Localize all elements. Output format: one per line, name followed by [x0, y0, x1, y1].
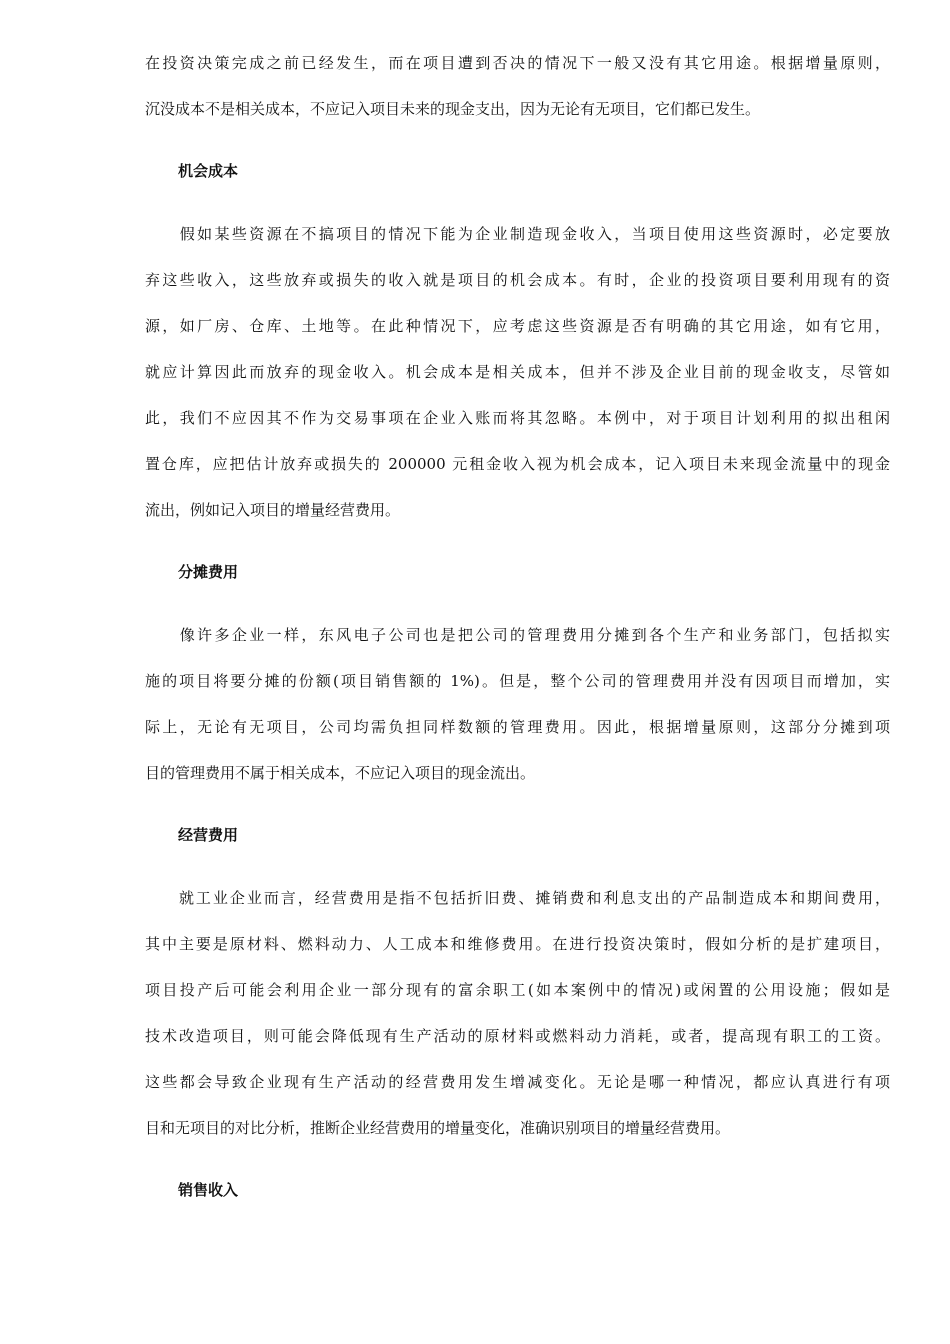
body-text-line: 置仓库，应把估计放弃或损失的 200000 元租金收入视为机会成本，记入项目未来现金流量中的现金 — [145, 455, 890, 473]
body-text-line: 弃这些收入，这些放弃或损失的收入就是项目的机会成本。有时，企业的投资项目要利用现有的资 — [145, 271, 890, 289]
body-text-line: 此，我们不应因其不作为交易事项在企业入账而将其忽略。本例中，对于项目计划利用的拟出租闲 — [145, 409, 890, 427]
body-text-line: 流出，例如记入项目的增量经营费用。 — [145, 501, 401, 519]
section-heading-sales-revenue: 销售收入 — [178, 1181, 239, 1199]
body-text-line: 像许多企业一样，东风电子公司也是把公司的管理费用分摊到各个生产和业务部门，包括拟实 — [145, 626, 890, 644]
body-text-line: 目和无项目的对比分析，推断企业经营费用的增量变化，准确识别项目的增量经营费用。 — [145, 1119, 731, 1137]
body-text-line: 其中主要是原材料、燃料动力、人工成本和维修费用。在进行投资决策时，假如分析的是扩建项目， — [145, 935, 890, 953]
section-heading-allocated-expenses: 分摊费用 — [178, 563, 239, 581]
section-heading-operating-expenses: 经营费用 — [178, 826, 239, 844]
body-text-line: 源，如厂房、仓库、土地等。在此种情况下，应考虑这些资源是否有明确的其它用途，如有它用， — [145, 317, 890, 335]
body-text-line: 际上，无论有无项目，公司均需负担同样数额的管理费用。因此，根据增量原则，这部分分摊到项 — [145, 718, 890, 736]
body-text-line: 项目投产后可能会利用企业一部分现有的富余职工(如本案例中的情况)或闲置的公用设施；假如是 — [145, 981, 890, 999]
body-text-line: 施的项目将要分摊的份额(项目销售额的 1%)。但是，整个公司的管理费用并没有因项目而增加，实 — [145, 672, 890, 690]
body-text-line: 这些都会导致企业现有生产活动的经营费用发生增减变化。无论是哪一种情况，都应认真进行有项 — [145, 1073, 890, 1091]
section-heading-opportunity-cost: 机会成本 — [178, 162, 239, 180]
body-text-line: 在投资决策完成之前已经发生，而在项目遭到否决的情况下一般又没有其它用途。根据增量原则， — [145, 54, 890, 72]
body-text-line: 目的管理费用不属于相关成本，不应记入项目的现金流出。 — [145, 764, 536, 782]
body-text-line: 技术改造项目，则可能会降低现有生产活动的原材料或燃料动力消耗，或者，提高现有职工的工资。 — [145, 1027, 890, 1045]
body-text-line: 就应计算因此而放弃的现金收入。机会成本是相关成本，但并不涉及企业目前的现金收支，尽管如 — [145, 363, 890, 381]
body-text-line: 假如某些资源在不搞项目的情况下能为企业制造现金收入，当项目使用这些资源时，必定要放 — [145, 225, 890, 243]
body-text-line: 沉没成本不是相关成本，不应记入项目未来的现金支出，因为无论有无项目，它们都已发生。 — [145, 100, 761, 118]
body-text-line: 就工业企业而言，经营费用是指不包括折旧费、摊销费和利息支出的产品制造成本和期间费用， — [145, 889, 890, 907]
